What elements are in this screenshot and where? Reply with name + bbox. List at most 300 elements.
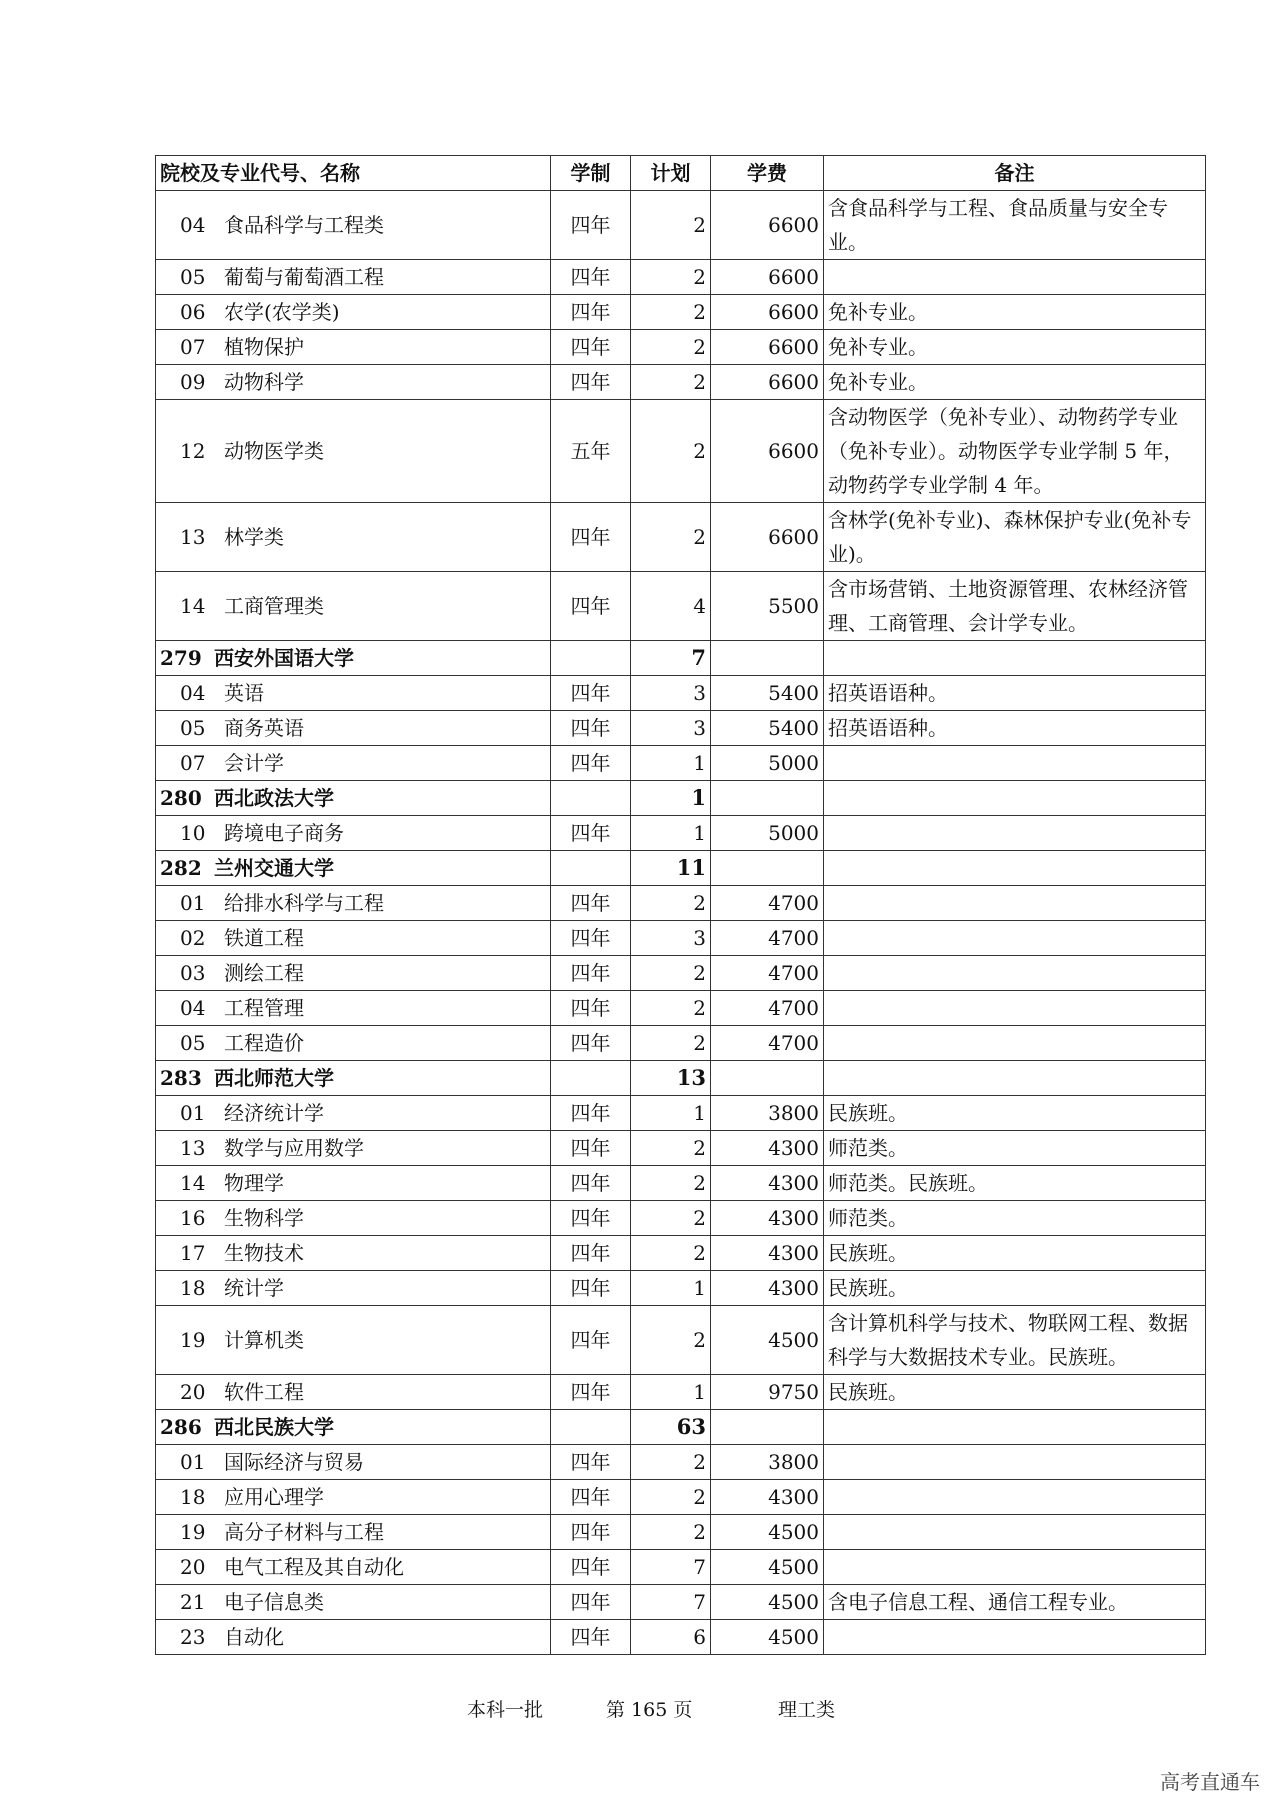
major-name: 经济统计学: [224, 1101, 324, 1125]
major-name: 工程造价: [224, 1031, 304, 1055]
school-row: [156, 851, 1206, 886]
major-name: 数学与应用数学: [224, 1136, 364, 1160]
plan-cell: 2: [631, 1306, 711, 1375]
plan-cell: 1: [631, 816, 711, 851]
fee-cell: 9750: [711, 1375, 824, 1410]
fee-cell: 5000: [711, 816, 824, 851]
table-body: [156, 191, 1206, 1655]
fee-cell: 4700: [711, 991, 824, 1026]
plan-cell: 2: [631, 365, 711, 400]
plan-cell: 2: [631, 260, 711, 295]
table-row: [156, 1550, 1206, 1585]
major-name: 农学(农学类): [224, 300, 340, 324]
fee-cell: 5400: [711, 676, 824, 711]
major-code: 13: [180, 1136, 206, 1160]
plan-cell: 2: [631, 1201, 711, 1236]
school-cell: [156, 1061, 551, 1096]
note-cell: 含市场营销、土地资源管理、农林经济管理、工商管理、会计学专业。: [824, 572, 1206, 641]
school-cell: [156, 851, 551, 886]
note-cell: [824, 1445, 1206, 1480]
school-code: 279: [160, 646, 202, 670]
major-cell: [156, 1201, 551, 1236]
major-cell: [156, 1306, 551, 1375]
table-row: [156, 1445, 1206, 1480]
plan-cell: 2: [631, 330, 711, 365]
major-code: 04: [180, 996, 206, 1020]
fee-cell: [711, 851, 824, 886]
plan-cell: 2: [631, 295, 711, 330]
system-cell: 四年: [551, 1096, 631, 1131]
major-name: 林学类: [224, 525, 284, 549]
note-cell: 含食品科学与工程、食品质量与安全专业。: [824, 191, 1206, 260]
major-code: 10: [180, 821, 206, 845]
plan-cell: 4: [631, 572, 711, 641]
major-cell: [156, 503, 551, 572]
major-name: 物理学: [224, 1171, 284, 1195]
school-name: 西北民族大学: [214, 1415, 334, 1439]
system-cell: 四年: [551, 503, 631, 572]
major-cell: [156, 1550, 551, 1585]
major-name: 自动化: [224, 1625, 284, 1649]
fee-cell: 3800: [711, 1445, 824, 1480]
major-name: 商务英语: [224, 716, 304, 740]
fee-cell: [711, 781, 824, 816]
plan-cell: 2: [631, 1236, 711, 1271]
plan-cell: 3: [631, 676, 711, 711]
school-name: 西北政法大学: [214, 786, 334, 810]
major-cell: [156, 1236, 551, 1271]
major-code: 02: [180, 926, 206, 950]
table-row: [156, 365, 1206, 400]
system-cell: 四年: [551, 572, 631, 641]
fee-cell: 4700: [711, 956, 824, 991]
system-cell: 四年: [551, 1201, 631, 1236]
major-name: 高分子材料与工程: [224, 1520, 384, 1544]
note-cell: 免补专业。: [824, 330, 1206, 365]
fee-cell: 6600: [711, 400, 824, 503]
major-code: 23: [180, 1625, 206, 1649]
fee-cell: 4500: [711, 1515, 824, 1550]
school-row: [156, 1061, 1206, 1096]
note-cell: 招英语语种。: [824, 676, 1206, 711]
table-row: [156, 1026, 1206, 1061]
system-cell: 四年: [551, 330, 631, 365]
fee-cell: 4500: [711, 1585, 824, 1620]
system-cell: 四年: [551, 1271, 631, 1306]
watermark: 高考直通车: [1160, 1770, 1260, 1794]
major-name: 给排水科学与工程: [224, 891, 384, 915]
system-cell: 四年: [551, 1480, 631, 1515]
enrollment-plan-table: [155, 155, 1206, 1655]
major-cell: [156, 1515, 551, 1550]
major-code: 14: [180, 1171, 206, 1195]
page-footer: [0, 1695, 1280, 1725]
major-code: 07: [180, 751, 206, 775]
major-code: 13: [180, 525, 206, 549]
fee-cell: 4300: [711, 1131, 824, 1166]
header-system: 学制: [551, 156, 631, 191]
major-name: 统计学: [224, 1276, 284, 1300]
plan-cell: 2: [631, 886, 711, 921]
school-name: 西北师范大学: [214, 1066, 334, 1090]
system-cell: 五年: [551, 400, 631, 503]
fee-cell: [711, 1061, 824, 1096]
table-row: [156, 921, 1206, 956]
plan-cell: 2: [631, 1026, 711, 1061]
major-code: 16: [180, 1206, 206, 1230]
plan-cell: 7: [631, 1585, 711, 1620]
school-cell: [156, 641, 551, 676]
fee-cell: 4700: [711, 921, 824, 956]
school-name: 兰州交通大学: [214, 856, 334, 880]
major-name: 动物医学类: [224, 439, 324, 463]
note-cell: [824, 1515, 1206, 1550]
major-name: 食品科学与工程类: [224, 213, 384, 237]
major-cell: [156, 886, 551, 921]
note-cell: 民族班。: [824, 1375, 1206, 1410]
table-row: [156, 1166, 1206, 1201]
note-cell: [824, 886, 1206, 921]
plan-cell: 2: [631, 191, 711, 260]
major-name: 电气工程及其自动化: [224, 1555, 404, 1579]
plan-cell: 1: [631, 1271, 711, 1306]
table-row: [156, 1271, 1206, 1306]
note-cell: [824, 921, 1206, 956]
major-code: 04: [180, 681, 206, 705]
major-cell: [156, 1375, 551, 1410]
major-cell: [156, 746, 551, 781]
major-cell: [156, 676, 551, 711]
plan-cell: 6: [631, 1620, 711, 1655]
fee-cell: 4300: [711, 1166, 824, 1201]
major-cell: [156, 572, 551, 641]
major-cell: [156, 295, 551, 330]
major-code: 01: [180, 1101, 206, 1125]
note-cell: 免补专业。: [824, 365, 1206, 400]
note-cell: [824, 1061, 1206, 1096]
major-cell: [156, 1620, 551, 1655]
major-code: 05: [180, 1031, 206, 1055]
plan-cell: 2: [631, 991, 711, 1026]
major-code: 20: [180, 1555, 206, 1579]
table-row: [156, 260, 1206, 295]
major-name: 生物科学: [224, 1206, 304, 1230]
plan-cell: 1: [631, 1096, 711, 1131]
major-cell: [156, 1585, 551, 1620]
major-code: 09: [180, 370, 206, 394]
plan-cell: 3: [631, 921, 711, 956]
system-cell: 四年: [551, 991, 631, 1026]
footer-batch: 本科一批: [467, 1699, 544, 1721]
school-cell: [156, 1410, 551, 1445]
plan-cell: 1: [631, 781, 711, 816]
major-name: 会计学: [224, 751, 284, 775]
note-cell: [824, 1480, 1206, 1515]
plan-cell: 2: [631, 400, 711, 503]
table-row: [156, 572, 1206, 641]
table-row: [156, 1375, 1206, 1410]
system-cell: 四年: [551, 365, 631, 400]
note-cell: 招英语语种。: [824, 711, 1206, 746]
major-code: 06: [180, 300, 206, 324]
note-cell: 含林学(免补专业)、森林保护专业(免补专业)。: [824, 503, 1206, 572]
note-cell: [824, 1026, 1206, 1061]
plan-cell: 2: [631, 956, 711, 991]
school-name: 西安外国语大学: [214, 646, 354, 670]
plan-cell: 2: [631, 1131, 711, 1166]
header-plan: 计划: [631, 156, 711, 191]
major-code: 19: [180, 1520, 206, 1544]
note-cell: 民族班。: [824, 1236, 1206, 1271]
system-cell: 四年: [551, 1550, 631, 1585]
table-row: [156, 816, 1206, 851]
major-cell: [156, 956, 551, 991]
school-code: 286: [160, 1415, 202, 1439]
note-cell: [824, 851, 1206, 886]
major-code: 01: [180, 891, 206, 915]
fee-cell: 4500: [711, 1620, 824, 1655]
system-cell: [551, 1061, 631, 1096]
major-code: 17: [180, 1241, 206, 1265]
note-cell: 民族班。: [824, 1096, 1206, 1131]
note-cell: [824, 746, 1206, 781]
note-cell: [824, 1620, 1206, 1655]
system-cell: 四年: [551, 1236, 631, 1271]
fee-cell: 3800: [711, 1096, 824, 1131]
major-cell: [156, 1131, 551, 1166]
major-cell: [156, 711, 551, 746]
fee-cell: 4500: [711, 1550, 824, 1585]
system-cell: 四年: [551, 886, 631, 921]
major-name: 电子信息类: [224, 1590, 324, 1614]
note-cell: 师范类。: [824, 1201, 1206, 1236]
major-name: 工程管理: [224, 996, 304, 1020]
major-name: 跨境电子商务: [224, 821, 344, 845]
major-code: 05: [180, 265, 206, 289]
major-cell: [156, 400, 551, 503]
major-cell: [156, 1026, 551, 1061]
major-code: 05: [180, 716, 206, 740]
table-header-row: [156, 156, 1206, 191]
major-code: 04: [180, 213, 206, 237]
note-cell: [824, 1550, 1206, 1585]
major-code: 07: [180, 335, 206, 359]
fee-cell: 5000: [711, 746, 824, 781]
system-cell: 四年: [551, 1445, 631, 1480]
fee-cell: 6600: [711, 260, 824, 295]
system-cell: 四年: [551, 676, 631, 711]
footer-category: 理工类: [778, 1699, 836, 1721]
fee-cell: [711, 1410, 824, 1445]
table-row: [156, 503, 1206, 572]
major-code: 19: [180, 1328, 206, 1352]
note-cell: [824, 641, 1206, 676]
plan-cell: 1: [631, 1375, 711, 1410]
note-cell: 师范类。: [824, 1131, 1206, 1166]
system-cell: 四年: [551, 956, 631, 991]
school-code: 280: [160, 786, 202, 810]
fee-cell: 4300: [711, 1271, 824, 1306]
fee-cell: 6600: [711, 191, 824, 260]
header-name: 院校及专业代号、名称: [156, 156, 551, 191]
major-name: 动物科学: [224, 370, 304, 394]
major-cell: [156, 1096, 551, 1131]
major-cell: [156, 1166, 551, 1201]
table-row: [156, 1480, 1206, 1515]
table-row: [156, 886, 1206, 921]
major-code: 20: [180, 1380, 206, 1404]
table-row: [156, 400, 1206, 503]
note-cell: [824, 816, 1206, 851]
plan-cell: 2: [631, 1480, 711, 1515]
header-fee: 学费: [711, 156, 824, 191]
plan-cell: 2: [631, 1166, 711, 1201]
system-cell: 四年: [551, 1166, 631, 1201]
system-cell: [551, 781, 631, 816]
table-row: [156, 746, 1206, 781]
note-cell: 含动物医学（免补专业）、动物药学专业（免补专业）。动物医学专业学制 5 年，动物药学专业学制 4 年。: [824, 400, 1206, 503]
fee-cell: 6600: [711, 295, 824, 330]
major-code: 03: [180, 961, 206, 985]
major-cell: [156, 816, 551, 851]
system-cell: 四年: [551, 1306, 631, 1375]
plan-cell: 2: [631, 1515, 711, 1550]
table-row: [156, 991, 1206, 1026]
plan-cell: 13: [631, 1061, 711, 1096]
major-name: 软件工程: [224, 1380, 304, 1404]
major-cell: [156, 991, 551, 1026]
major-name: 英语: [224, 681, 264, 705]
school-code: 282: [160, 856, 202, 880]
system-cell: [551, 1410, 631, 1445]
note-cell: 含计算机科学与技术、物联网工程、数据科学与大数据技术专业。民族班。: [824, 1306, 1206, 1375]
system-cell: 四年: [551, 746, 631, 781]
note-cell: 含电子信息工程、通信工程专业。: [824, 1585, 1206, 1620]
major-code: 14: [180, 594, 206, 618]
system-cell: 四年: [551, 1620, 631, 1655]
fee-cell: 4700: [711, 1026, 824, 1061]
fee-cell: 5400: [711, 711, 824, 746]
plan-cell: 3: [631, 711, 711, 746]
major-code: 18: [180, 1485, 206, 1509]
table-row: [156, 711, 1206, 746]
system-cell: 四年: [551, 191, 631, 260]
major-name: 生物技术: [224, 1241, 304, 1265]
note-cell: 免补专业。: [824, 295, 1206, 330]
note-cell: [824, 1410, 1206, 1445]
major-cell: [156, 365, 551, 400]
system-cell: 四年: [551, 1026, 631, 1061]
system-cell: 四年: [551, 1131, 631, 1166]
school-cell: [156, 781, 551, 816]
major-cell: [156, 191, 551, 260]
system-cell: 四年: [551, 816, 631, 851]
table-row: [156, 1585, 1206, 1620]
note-cell: 民族班。: [824, 1271, 1206, 1306]
note-cell: [824, 991, 1206, 1026]
plan-cell: 1: [631, 746, 711, 781]
school-row: [156, 781, 1206, 816]
major-cell: [156, 1271, 551, 1306]
system-cell: 四年: [551, 1585, 631, 1620]
table-row: [156, 676, 1206, 711]
plan-cell: 7: [631, 1550, 711, 1585]
note-cell: 师范类。民族班。: [824, 1166, 1206, 1201]
fee-cell: 4300: [711, 1236, 824, 1271]
system-cell: [551, 851, 631, 886]
header-note: 备注: [824, 156, 1206, 191]
note-cell: [824, 260, 1206, 295]
table-row: [156, 1236, 1206, 1271]
major-name: 计算机类: [224, 1328, 304, 1352]
note-cell: [824, 956, 1206, 991]
school-row: [156, 1410, 1206, 1445]
fee-cell: 4700: [711, 886, 824, 921]
fee-cell: 6600: [711, 365, 824, 400]
plan-cell: 11: [631, 851, 711, 886]
major-name: 测绘工程: [224, 961, 304, 985]
major-cell: [156, 330, 551, 365]
major-code: 12: [180, 439, 206, 463]
major-name: 葡萄与葡萄酒工程: [224, 265, 384, 289]
major-cell: [156, 921, 551, 956]
table-row: [156, 330, 1206, 365]
major-code: 01: [180, 1450, 206, 1474]
table-row: [156, 191, 1206, 260]
major-name: 工商管理类: [224, 594, 324, 618]
table-row: [156, 1096, 1206, 1131]
plan-cell: 2: [631, 1445, 711, 1480]
fee-cell: [711, 641, 824, 676]
major-name: 铁道工程: [224, 926, 304, 950]
major-name: 应用心理学: [224, 1485, 324, 1509]
major-name: 植物保护: [224, 335, 304, 359]
system-cell: 四年: [551, 295, 631, 330]
fee-cell: 4500: [711, 1306, 824, 1375]
major-cell: [156, 260, 551, 295]
fee-cell: 6600: [711, 330, 824, 365]
major-cell: [156, 1480, 551, 1515]
system-cell: 四年: [551, 260, 631, 295]
plan-cell: 2: [631, 503, 711, 572]
major-name: 国际经济与贸易: [224, 1450, 364, 1474]
table-row: [156, 1515, 1206, 1550]
table-row: [156, 295, 1206, 330]
note-cell: [824, 781, 1206, 816]
fee-cell: 4300: [711, 1480, 824, 1515]
plan-cell: 7: [631, 641, 711, 676]
table-row: [156, 1306, 1206, 1375]
table-row: [156, 956, 1206, 991]
major-code: 18: [180, 1276, 206, 1300]
system-cell: 四年: [551, 921, 631, 956]
footer-page-number: 第 165 页: [606, 1699, 693, 1721]
school-row: [156, 641, 1206, 676]
system-cell: 四年: [551, 1375, 631, 1410]
school-code: 283: [160, 1066, 202, 1090]
table-row: [156, 1131, 1206, 1166]
plan-cell: 63: [631, 1410, 711, 1445]
major-code: 21: [180, 1590, 206, 1614]
fee-cell: 5500: [711, 572, 824, 641]
system-cell: 四年: [551, 711, 631, 746]
table-row: [156, 1620, 1206, 1655]
fee-cell: 6600: [711, 503, 824, 572]
system-cell: 四年: [551, 1515, 631, 1550]
major-cell: [156, 1445, 551, 1480]
fee-cell: 4300: [711, 1201, 824, 1236]
table-row: [156, 1201, 1206, 1236]
